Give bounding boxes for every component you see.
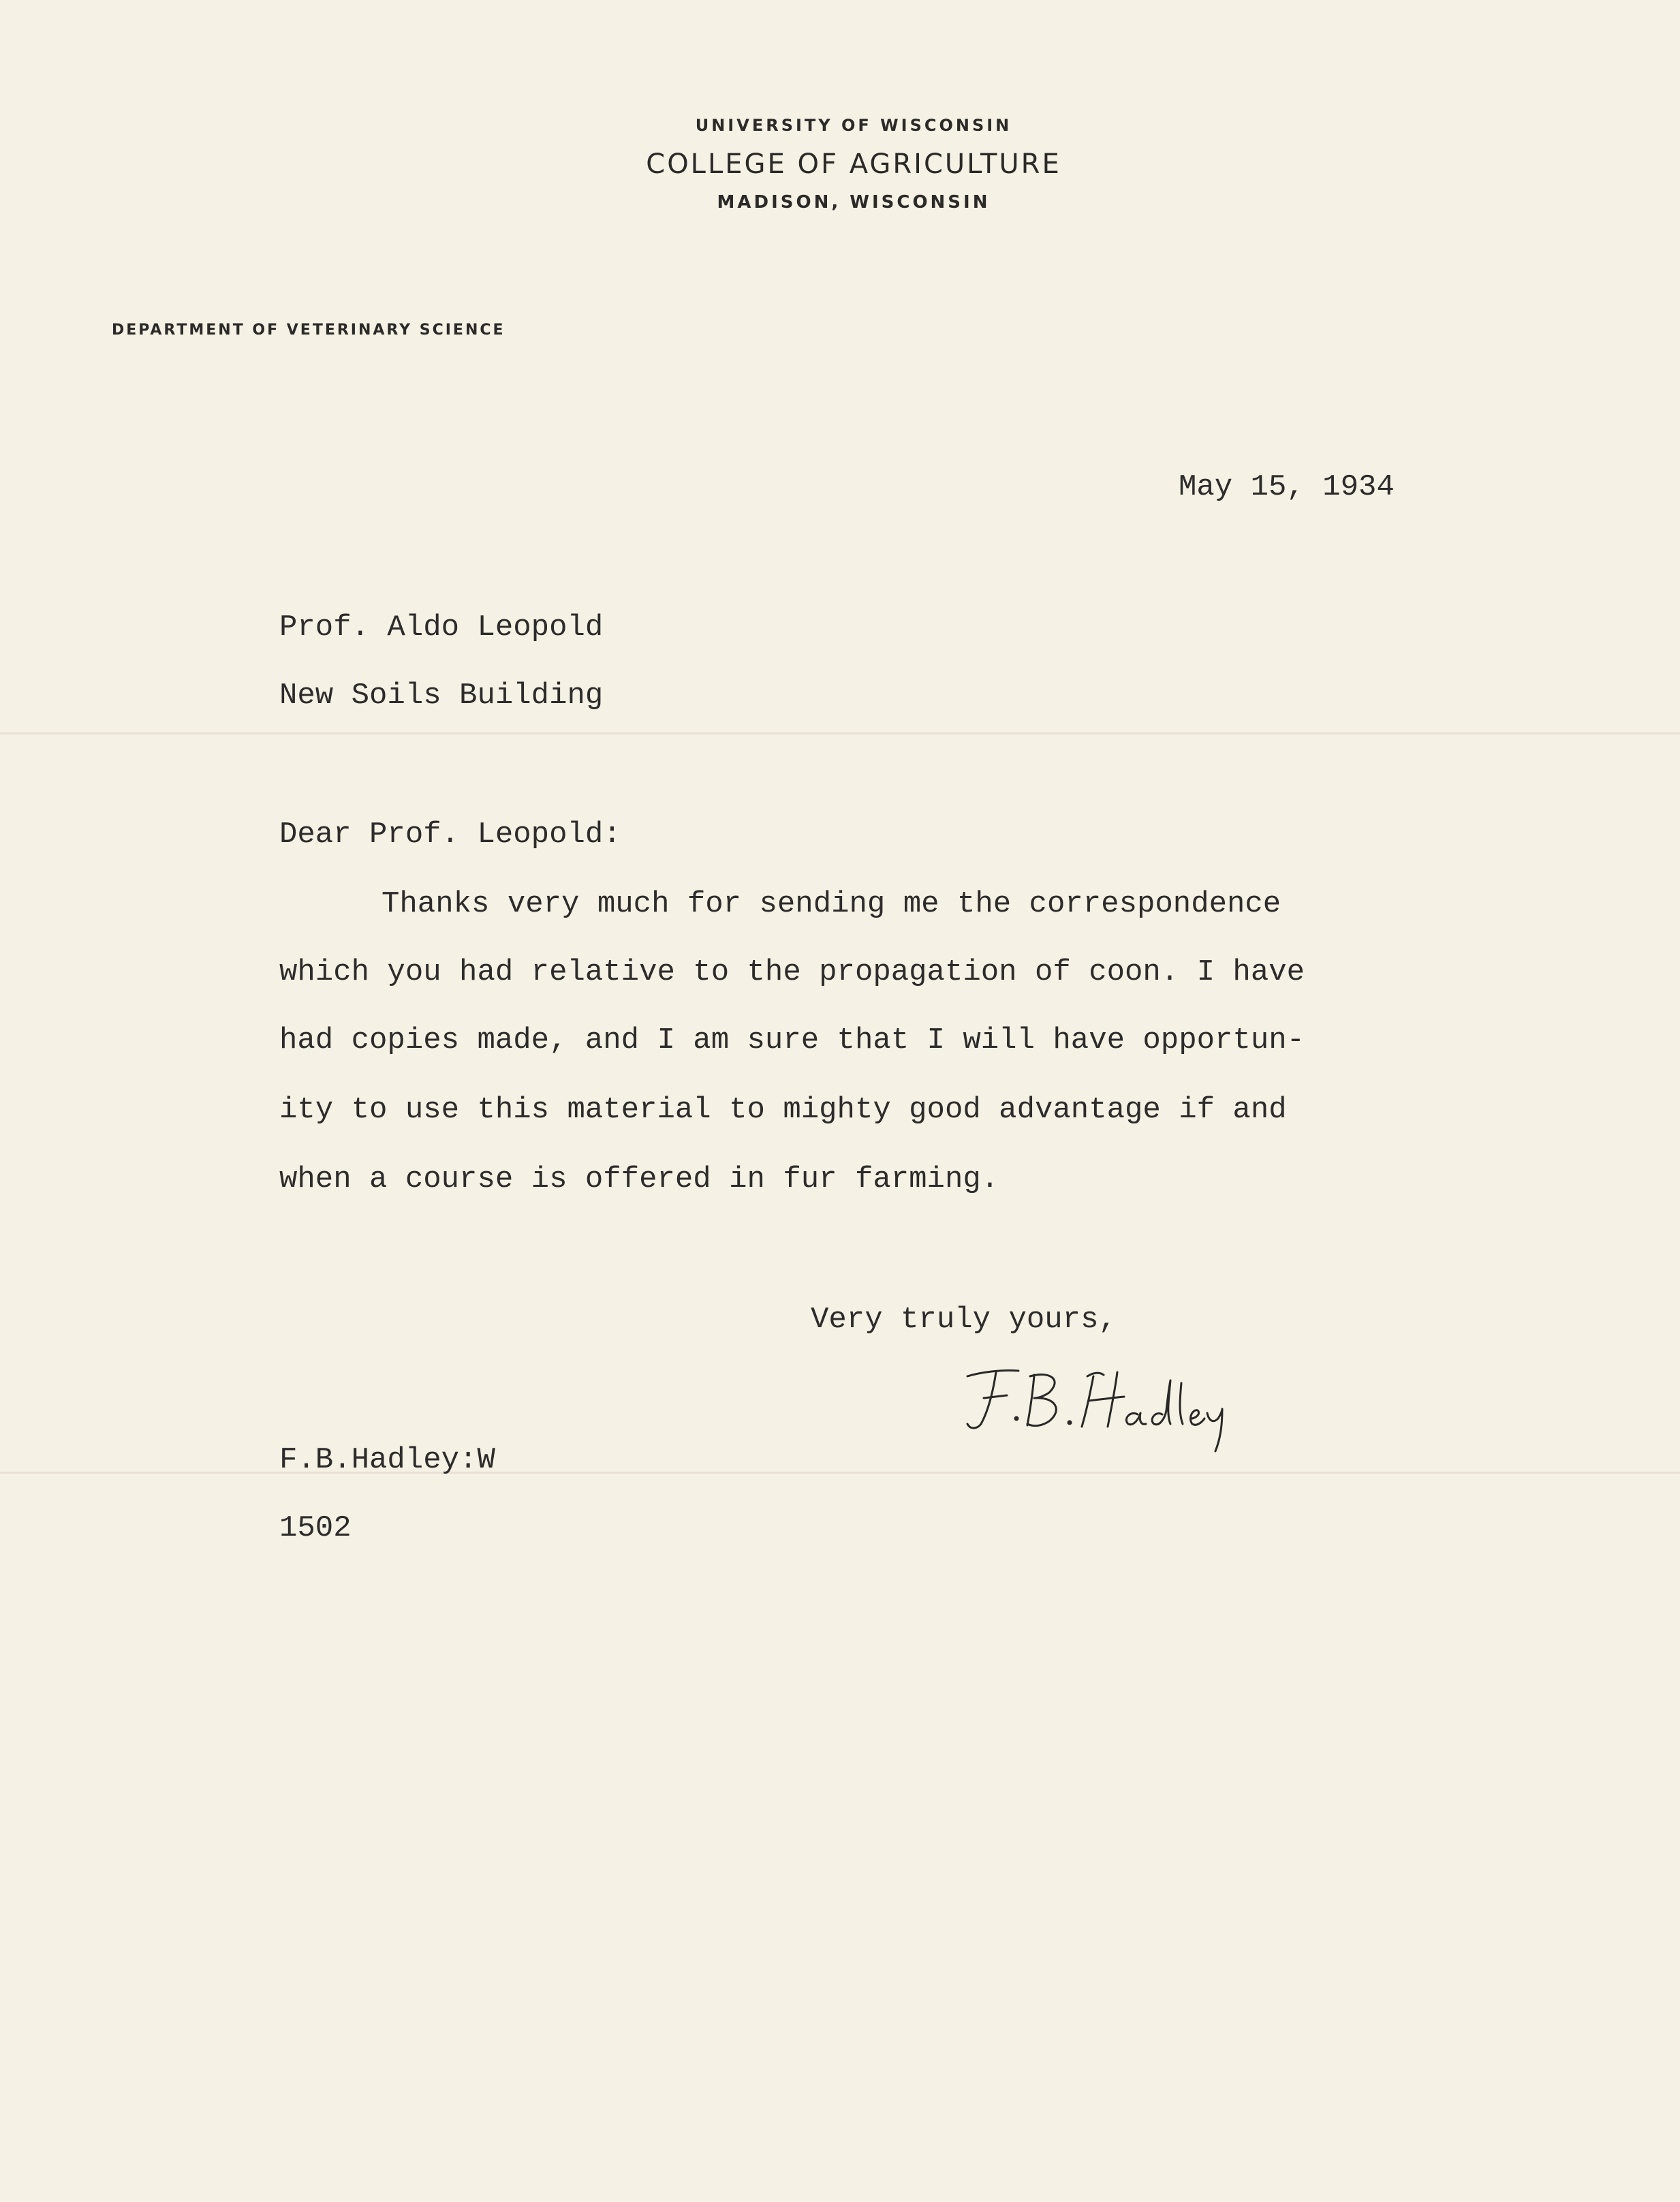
body-line: when a course is offered in fur farming. bbox=[279, 1162, 999, 1196]
reference-number: 1502 bbox=[279, 1511, 352, 1545]
salutation: Dear Prof. Leopold: bbox=[279, 818, 621, 852]
body-line: had copies made, and I am sure that I will have opportun- bbox=[279, 1023, 1305, 1057]
body-line: Thanks very much for sending me the correspondence bbox=[382, 887, 1281, 921]
letterhead-city: MADISON, WISCONSIN bbox=[717, 192, 991, 213]
paper-fold-line bbox=[0, 1472, 1680, 1474]
letterhead-department: DEPARTMENT OF VETERINARY SCIENCE bbox=[112, 322, 505, 339]
paper-fold-line bbox=[0, 732, 1680, 734]
closing: Very truly yours, bbox=[811, 1303, 1117, 1337]
body-line: ity to use this material to mighty good advantage if and bbox=[279, 1093, 1287, 1127]
handwritten-signature bbox=[954, 1356, 1294, 1458]
letterhead-university: UNIVERSITY OF WISCONSIN bbox=[695, 116, 1012, 135]
body-line: which you had relative to the propagation of coon. I have bbox=[279, 955, 1305, 989]
recipient-address: New Soils Building bbox=[279, 679, 604, 713]
letterhead-college: COLLEGE OF AGRICULTURE bbox=[646, 149, 1061, 180]
recipient-name: Prof. Aldo Leopold bbox=[279, 610, 604, 645]
letter-date: May 15, 1934 bbox=[1179, 470, 1395, 504]
typist-initials: F.B.Hadley:W bbox=[279, 1443, 495, 1477]
